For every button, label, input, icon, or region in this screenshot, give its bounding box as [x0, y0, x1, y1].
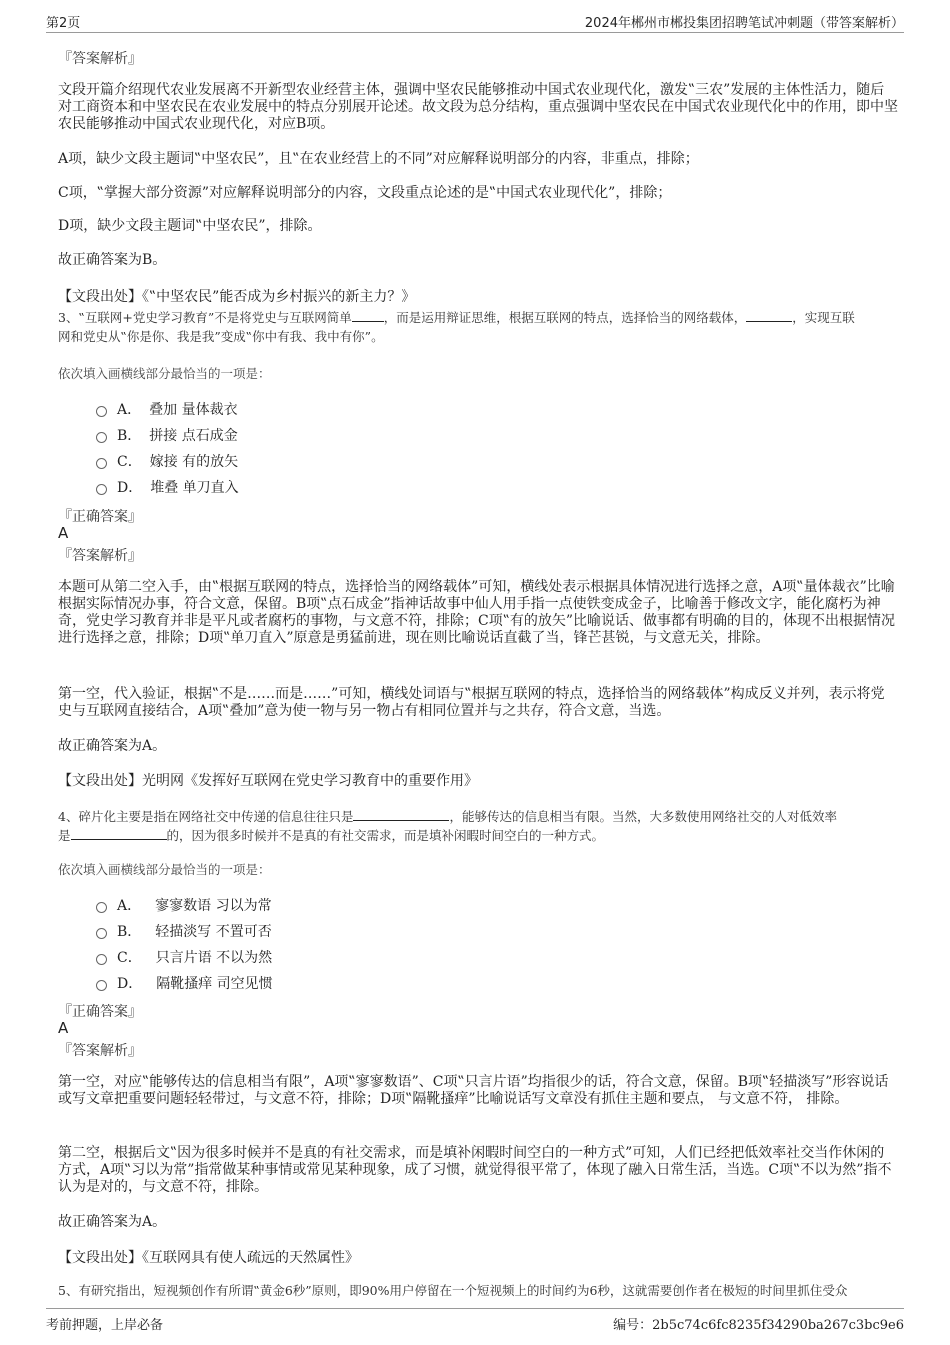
- option-a[interactable]: A． 寥寥数语 习以为常: [96, 895, 272, 915]
- radio-icon[interactable]: [96, 484, 107, 495]
- analysis-paragraph: 第一空，对应‟能够传达的信息相当有限”，A项‟寥寥数语”、C项‟只言片语”均指很少的话，符合文意，保留。B项‟轻描淡写”形容说话或写文章把重要问题轻轻带过，与文意不符，排除；D项‟隔靴搔痒”比喻说话写文章没有抓住主题和要点， 与文意不符， 排除。: [58, 1074, 889, 1107]
- analysis-paragraph: 本题可从第二空入手，由‟根据互联网的特点，选择恰当的网络载体”可知，横线处表示根据具体情况进行选择之意，A项‟量体裁衣”比喻根据实际情况办事，符合文意，保留。B项‟点石成金”指神话故事中仙人用手指一点使铁变成金子，比喻善于修改文字，能化腐朽为神奇，党史学习教育并非是平凡或者腐朽的事物，与文意不符，排除；C项‟有的放矢”比喻说话、做事都有明确的目的，体现不出根据情况进行选择之意，排除；D项‟单刀直入”原意是勇猛前进，现在则比喻说话直截了当，锋芒甚锐，与文意无关，排除。: [58, 579, 896, 646]
- analysis-label: 『答案解析』: [58, 51, 142, 67]
- option-b[interactable]: B． 轻描淡写 不置可否: [96, 921, 272, 941]
- page-number: 第2页: [46, 16, 81, 31]
- option-d[interactable]: D． 隔靴搔痒 司空见惯: [96, 973, 273, 993]
- option-d[interactable]: D． 堆叠 单刀直入: [96, 477, 239, 497]
- analysis-paragraph: A项，缺少文段主题词‟中坚农民”，且‟在农业经营上的不同”对应解释说明部分的内容，非重点，排除；: [58, 151, 699, 167]
- analysis-label: 『答案解析』: [58, 548, 142, 564]
- correct-answer: A: [58, 1019, 69, 1037]
- analysis-paragraph: 第二空，根据后文‟因为很多时候并不是真的有社交需求，而是填补闲暇时间空白的一种方式”可知，人们已经把低效率社交当作休闲的方式，A项‟习以为常”指常做某种事情或常见某种现象，成了习惯，就觉得很平常了，体现了融入日常生活，当选。C项‟不以为然”指不认为是对的，与文意不符，排除。: [58, 1145, 892, 1195]
- radio-icon[interactable]: [96, 902, 107, 913]
- correct-answer-label: 『正确答案』: [58, 1004, 142, 1020]
- correct-answer: A: [58, 524, 69, 542]
- radio-icon[interactable]: [96, 458, 107, 469]
- analysis-label: 『答案解析』: [58, 1043, 142, 1059]
- question-prompt: 依次填入画横线部分最恰当的一项是：: [58, 862, 271, 877]
- passage-source: 【文段出处】光明网《发挥好互联网在党史学习教育中的重要作用》: [58, 773, 478, 789]
- conclusion: 故正确答案为A。: [58, 738, 167, 754]
- radio-icon[interactable]: [96, 928, 107, 939]
- radio-icon[interactable]: [96, 954, 107, 965]
- analysis-paragraph: 文段开篇介绍现代农业发展离不开新型农业经营主体，强调中坚农民能够推动中国式农业现代化，激发‟三农”发展的主体性活力，随后对工商资本和中坚农民在农业发展中的特点分别展开论述。故文段为总分结构，重点强调中坚农民在中国式农业现代化中的作用，即中坚农民能够推动中国式农业现代化，对应B项。: [58, 82, 898, 132]
- answer-blank: [71, 826, 167, 840]
- conclusion: 故正确答案为B。: [58, 252, 167, 268]
- option-c[interactable]: C． 嫁接 有的放矢: [96, 451, 238, 471]
- question-3-stem: 3、‟互联网+党史学习教育”不是将党史与互联网简单 ，而是运用辩证思维，根据互联网的特点，选择恰当的网络载体， ，实现互联 网和党史从‟你是你、我是我”变成‟你中有我、我中有你”。: [58, 310, 855, 344]
- option-c[interactable]: C． 只言片语 不以为然: [96, 947, 272, 967]
- radio-icon[interactable]: [96, 406, 107, 417]
- page-header: [46, 12, 904, 33]
- analysis-paragraph: C项，‟掌握大部分资源”对应解释说明部分的内容，文段重点论述的是‟中国式农业现代化”，排除；: [58, 185, 672, 201]
- radio-icon[interactable]: [96, 980, 107, 991]
- correct-answer-label: 『正确答案』: [58, 509, 142, 525]
- passage-source: 【文段出处】《‟中坚农民”能否成为乡村振兴的新主力？》: [58, 289, 416, 305]
- analysis-paragraph: D项，缺少文段主题词‟中坚农民”，排除。: [58, 218, 322, 234]
- document-id: 编号：2b5c74c6fc8235f34290ba267c3bc9e6: [613, 1318, 904, 1333]
- option-a[interactable]: A． 叠加 量体裁衣: [96, 399, 238, 419]
- answer-blank: [746, 308, 792, 322]
- question-5-stem: 5、有研究指出，短视频创作有所谓‟黄金6秒”原则，即90%用户停留在一个短视频上的时间约为6秒，这就需要创作者在极短的时间里抓住受众: [58, 1283, 848, 1298]
- analysis-paragraph: 第一空，代入验证，根据‟不是……而是……”可知，横线处词语与‟根据互联网的特点，选择恰当的网络载体”构成反义并列，表示将党史与互联网直接结合，A项‟叠加”意为使一物与另一物占有相同位置并与之共存，符合文意，当选。: [58, 686, 885, 719]
- document-title: 2024年郴州市郴投集团招聘笔试冲刺题（带答案解析）: [584, 16, 904, 31]
- passage-source: 【文段出处】《互联网具有使人疏远的天然属性》: [58, 1250, 359, 1266]
- question-4-stem: 4、碎片化主要是指在网络社交中传递的信息往往只是 ，能够传达的信息相当有限。当然，大多数使用网络社交的人对低效率 是 的，因为很多时候并不是真的有社交需求，而是填补闲暇时间空白的一种方式。: [58, 809, 837, 843]
- answer-blank: [353, 807, 449, 821]
- question-prompt: 依次填入画横线部分最恰当的一项是：: [58, 366, 271, 381]
- conclusion: 故正确答案为A。: [58, 1214, 167, 1230]
- footer-slogan: 考前押题，上岸必备: [46, 1318, 164, 1333]
- page-footer: [46, 1308, 904, 1333]
- answer-blank: [352, 308, 384, 322]
- radio-icon[interactable]: [96, 432, 107, 443]
- option-b[interactable]: B． 拼接 点石成金: [96, 425, 238, 445]
